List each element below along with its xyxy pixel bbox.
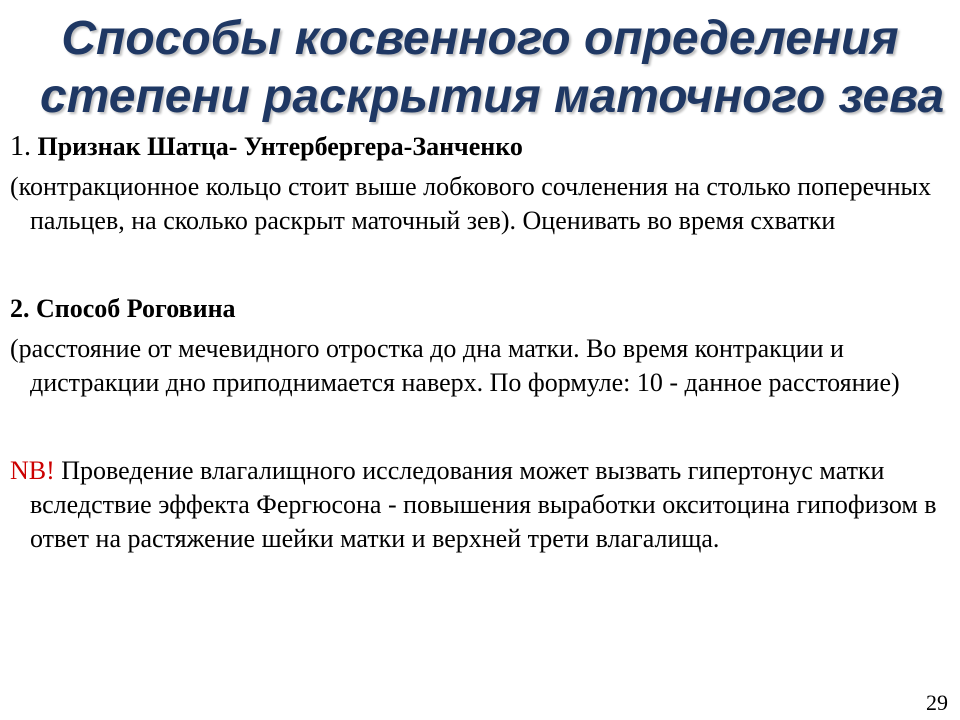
nb-paragraph xyxy=(10,454,955,556)
section1-body: (контракционное кольцо стоит выше лобкового сочленения на столько поперечных пальцев, на сколько раскрыт маточный зев). Оценивать во время схватки xyxy=(10,172,931,235)
section2-heading-text: 2. Способ Роговина xyxy=(10,294,236,323)
section1-heading-text: Признак Шатца- Унтербергера-Занченко xyxy=(37,132,523,161)
section1-heading xyxy=(10,130,955,164)
slide-title xyxy=(40,10,945,126)
section2-body: (расстояние от мечевидного отростка до дна матки. Во время контракции и дистракции дно приподнимается наверх. По формуле: 10 - данное расстояние) xyxy=(10,334,900,397)
section2-heading xyxy=(10,292,955,326)
slide-content xyxy=(10,130,955,556)
section1-number: 1. xyxy=(10,131,31,162)
slide-title-line2: степени раскрытия маточного зева xyxy=(40,70,945,123)
page-number: 29 xyxy=(926,690,948,715)
nb-label: NB! xyxy=(10,456,55,485)
slide-title-line1: Способы косвенного определения xyxy=(61,12,899,65)
nb-body: Проведение влагалищного исследования может вызвать гипертонус матки вследствие эффекта Фергюсона - повышения выработки окситоцина гипофизом в ответ на растяжение шейки матки и верхней трети влагалища. xyxy=(30,456,937,553)
